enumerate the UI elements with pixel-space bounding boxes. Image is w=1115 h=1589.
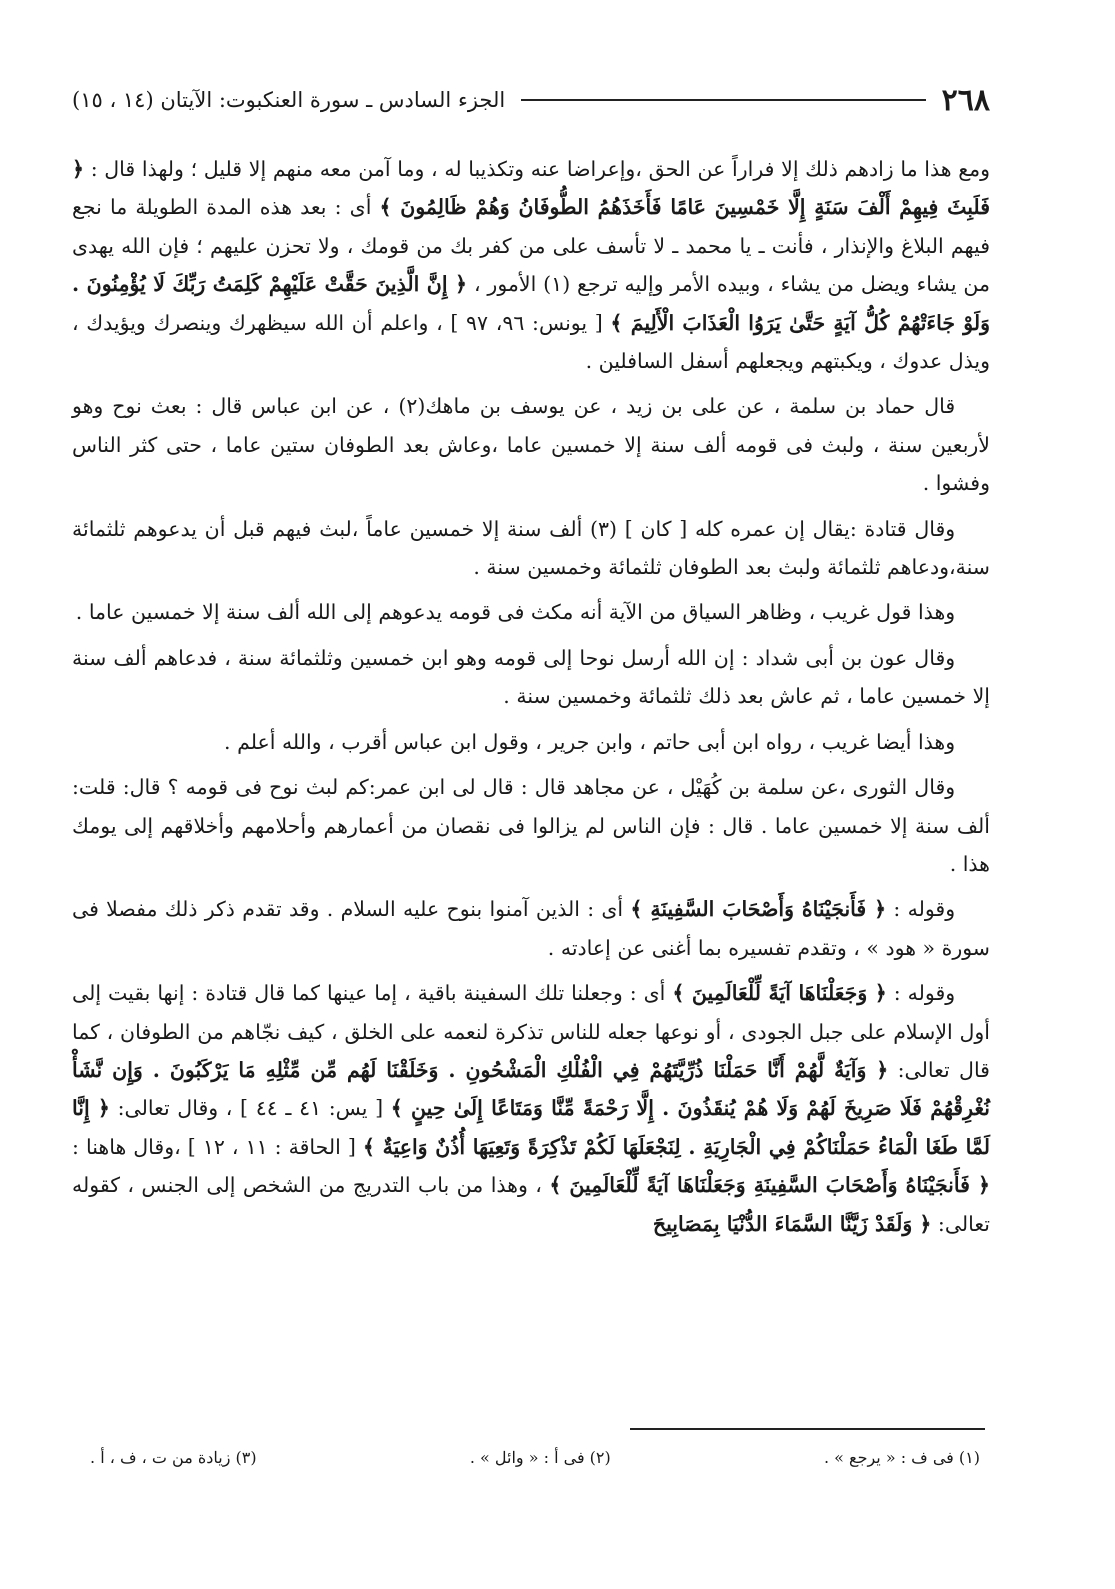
paragraph [72, 150, 990, 380]
footnotes [90, 1448, 980, 1478]
running-title: الجزء السادس ـ سورة العنكبوت: الآيتان (١٤ ، ١٥) [72, 88, 506, 112]
paragraph [72, 974, 990, 1243]
text-run: وقال عون بن أبى شداد : إن الله أرسل نوحا إلى قومه وهو ابن خمسين وثلثمائة سنة ، فدعاهم ألف سنة إلا خمسين عاما ، ثم عاش بعد ذلك ثلثمائة وخمسين سنة . [72, 645, 990, 709]
footnote: (٢) فى أ : « وائل » . [469, 1448, 611, 1467]
text-run: أى : وجعلنا تلك السفينة باقية ، إما عينها كما قال قتادة : إنها بقيت إلى أول الإسلام على جبل الجودى ، أو نوعها جعله للناس تذكرة لنعمه على الخلق ، كيف نجّاهم من الطوفان ، كما قال تعالى: [72, 981, 990, 1082]
quran-verse: ﴿ فَأَنجَيْنَاهُ وَأَصْحَابَ السَّفِينَةِ وَجَعَلْنَاهَا آيَةً لِّلْعَالَمِينَ ﴾ [549, 1173, 990, 1198]
text-run: وهذا قول غريب ، وظاهر السياق من الآية أنه مكث فى قومه يدعوهم إلى الله ألف سنة إلا خمسين عاما . [75, 600, 956, 625]
paragraph [72, 723, 990, 761]
paragraph [72, 890, 990, 967]
footnote: (١) فى ف : « يرجع » . [824, 1448, 980, 1467]
quran-verse: ﴿ فَأَنجَيْنَاهُ وَأَصْحَابَ السَّفِينَةِ ﴾ [630, 897, 887, 922]
quran-verse: ﴿ وَلَقَدْ زَيَّنَّا السَّمَاءَ الدُّنْيَا بِمَصَابِيحَ [652, 1211, 932, 1236]
text-run: ، وهذا من باب التدريج من الشخص إلى الجنس ، كقوله تعالى: [72, 1173, 990, 1236]
text-run: وهذا أيضا غريب ، رواه ابن أبى حاتم ، وابن جرير ، وقول ابن عباس أقرب ، والله أعلم . [224, 729, 956, 754]
page-header [72, 78, 990, 122]
text-run: قال حماد بن سلمة ، عن على بن زيد ، عن يوسف بن ماهك(٢) ، عن ابن عباس قال : بعث نوح وهو لأربعين سنة ، ولبث فى قومه ألف سنة إلا خمسين عاما ،وعاش بعد الطوفان ستين عاما ، حتى كثر الناس وفشوا . [72, 394, 990, 496]
text-run: أى : الذين آمنوا بنوح عليه السلام . وقد تقدم ذكر ذلك مفصلا فى سورة « هود » ، وتقدم تفسيره بما أغنى عن إعادته . [72, 897, 990, 960]
quran-verse: ﴿ فَلَبِثَ فِيهِمْ أَلْفَ سَنَةٍ إِلَّا خَمْسِينَ عَامًا فَأَخَذَهُمُ الطُّوفَانُ وَهُمْ ظَالِمُونَ ﴾ [72, 157, 990, 220]
paragraph [72, 387, 990, 502]
text-run: [ يس: ٤١ ـ ٤٤ ] ، وقال تعالى: [109, 1096, 391, 1121]
paragraph [72, 510, 990, 587]
header-rule [521, 99, 925, 101]
paragraph [72, 639, 990, 716]
paragraph [72, 768, 990, 883]
text-run: [ الحاقة : ١١ ، ١٢ ] ،وقال هاهنا : [72, 1134, 363, 1159]
footnote-rule [630, 1428, 985, 1430]
text-run: وقال الثورى ،عن سلمة بن كُهَيْل ، عن مجاهد قال : قال لى ابن عمر:كم لبث نوح فى قومه ؟ قال: قلت: ألف سنة إلا خمسين عاما . قال : فإن الناس لم يزالوا فى نقصان من أعمارهم وأحلامهم وأخلاقهم إلى يومك هذا . [72, 775, 990, 876]
text-run: ومع هذا ما زادهم ذلك إلا فراراً عن الحق ،وإعراضا عنه وتكذيبا له ، وما آمن معه منهم إلا قليل ؛ ولهذا قال : [84, 157, 990, 181]
text-run: [ يونس: ٩٦، ٩٧ ] ، واعلم أن الله سيظهرك وينصرك ويؤيدك ، ويذل عدوك ، ويكبتهم ويجعلهم أسفل السافلين . [72, 310, 990, 374]
text-run: أى : بعد هذه المدة الطويلة ما نجع فيهم البلاغ والإنذار ، فأنت ـ يا محمد ـ لا تأسف على من كفر بك من قومك ، ولا تحزن عليهم ؛ فإن الله يهدى من يشاء ويضل من يشاء ، وبيده الأمر وإليه ترجع (١) الأمور ، [72, 195, 990, 297]
text-run: وقوله : [886, 897, 956, 922]
body-text [72, 150, 990, 1250]
page-number: ٢٦٨ [941, 82, 990, 118]
quran-verse: ﴿ إِنَّا لَمَّا طَغَا الْمَاءُ حَمَلْنَاكُمْ فِي الْجَارِيَةِ . لِنَجْعَلَهَا لَكُمْ تَذْكِرَةً وَتَعِيَهَا أُذُنٌ وَاعِيَةٌ ﴾ [72, 1096, 990, 1159]
text-run: وقال قتادة :يقال إن عمره كله [ كان ] (٣) ألف سنة إلا خمسين عاماً ،لبث فيهم قبل أن يدعوهم ثلثمائة سنة،ودعاهم ثلثمائة ولبث بعد الطوفان ثلثمائة وخمسين سنة . [72, 516, 990, 580]
quran-verse: ﴿ وَآيَةٌ لَّهُمْ أَنَّا حَمَلْنَا ذُرِّيَّتَهُمْ فِي الْفُلْكِ الْمَشْحُونِ . وَخَلَقْنَا لَهُم مِّن مِّثْلِهِ مَا يَرْكَبُونَ . وَإِن نَّشَأْ نُغْرِقْهُمْ فَلَا صَرِيخَ لَهُمْ وَلَا هُمْ يُنقَذُونَ . إِلَّا رَحْمَةً مِّنَّا وَمَتَاعًا إِلَىٰ حِينٍ ﴾ [72, 1057, 991, 1121]
paragraph [72, 593, 990, 631]
text-run: وقوله : [886, 981, 956, 1006]
quran-verse: ﴿ إِنَّ الَّذِينَ حَقَّتْ عَلَيْهِمْ كَلِمَتُ رَبِّكَ لَا يُؤْمِنُونَ . وَلَوْ جَاءَتْهُمْ كُلُّ آيَةٍ حَتَّىٰ يَرَوُا الْعَذَابَ الْأَلِيمَ ﴾ [72, 272, 991, 335]
quran-verse: ﴿ وَجَعَلْنَاهَا آيَةً لِّلْعَالَمِينَ ﴾ [672, 981, 887, 1006]
footnote: (٣) زيادة من ت ، ف ، أ . [90, 1448, 257, 1467]
